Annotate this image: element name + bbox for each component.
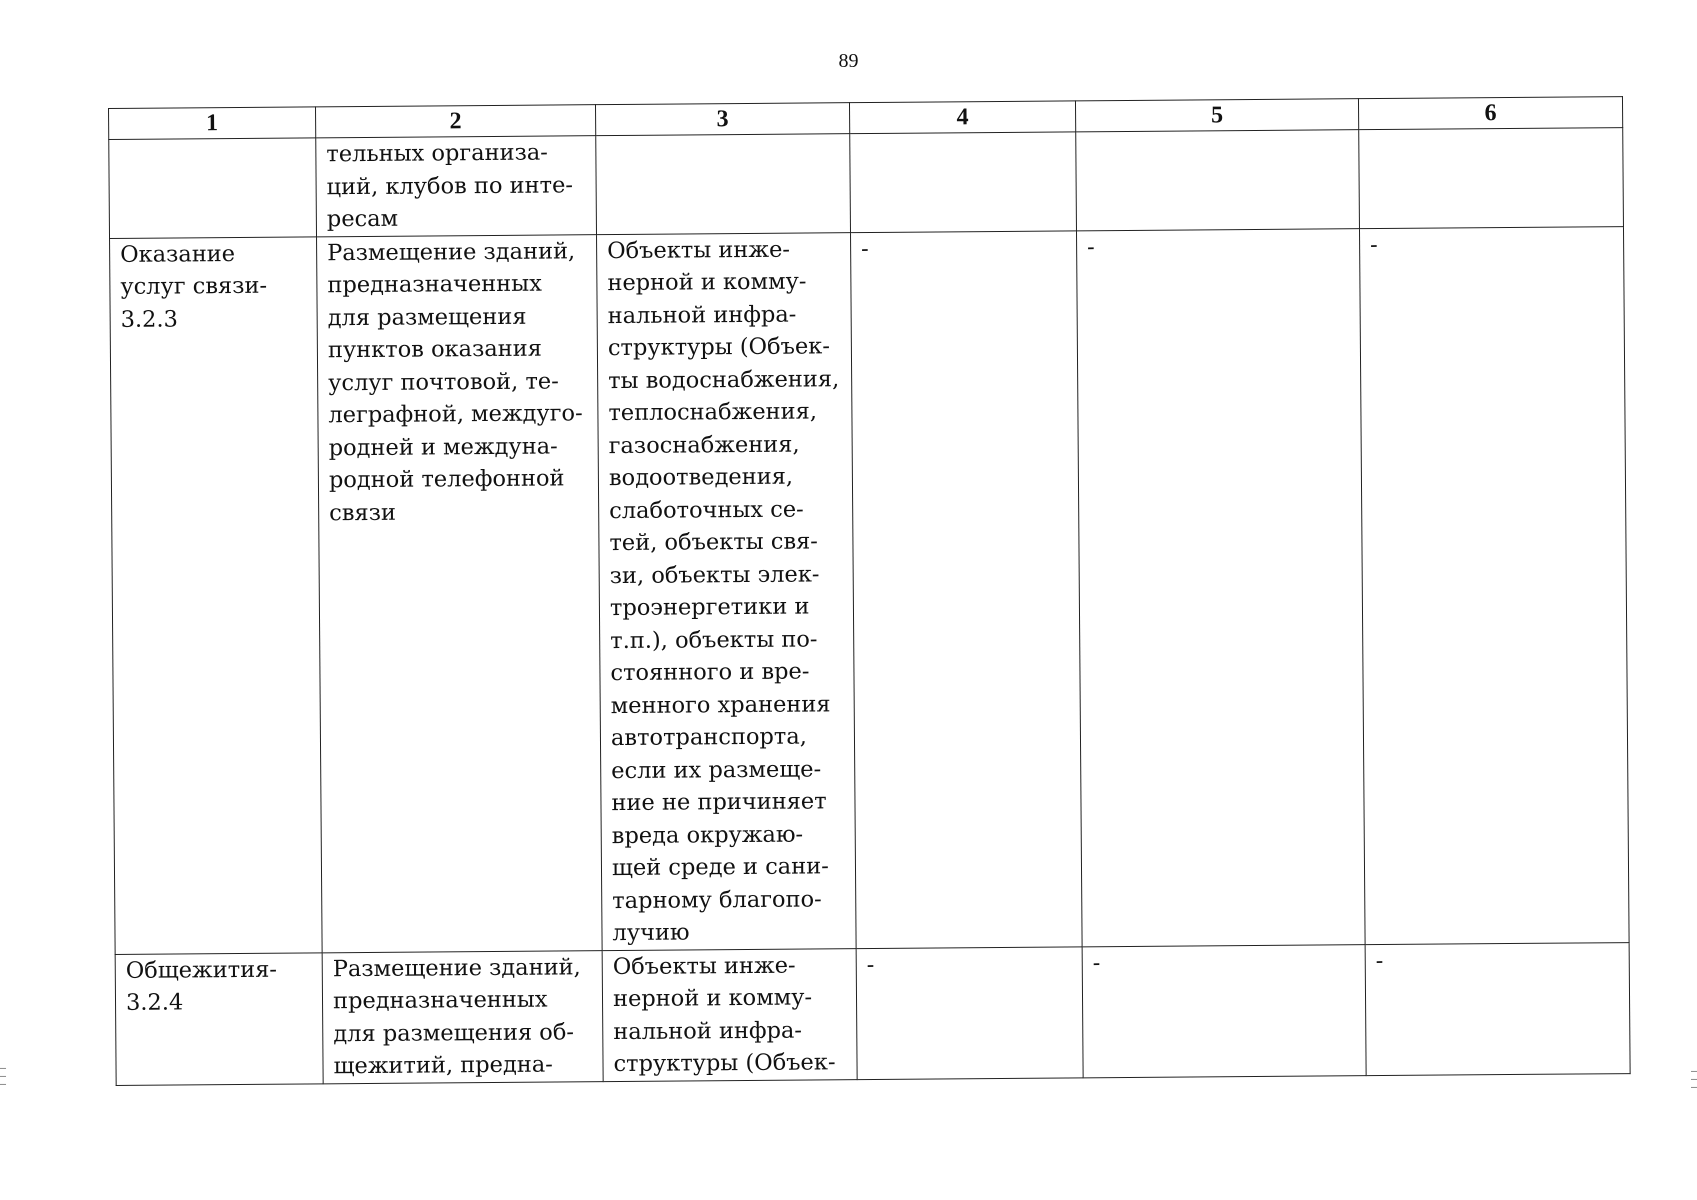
- cell-col5-communication: -: [1076, 228, 1365, 946]
- header-col-3: 3: [595, 103, 849, 136]
- header-col-4: 4: [849, 101, 1075, 134]
- cell-col5-dormitory: -: [1082, 944, 1366, 1077]
- cell-empty: [1076, 130, 1360, 231]
- cell-auxiliary-uses-communication: Объекты инже- нерной и комму- нальной инфра- структуры (Объек- ты водоснабжения, теплоснабжения, газоснабжения, водоотведения, слаботочных се- тей, объекты свя- зи, объекты элек- троэнергетики и т.п.), объекты по- стоянного и вре- менного хранения автотранспорта, если их размеще- ние не причиняет вреда окружаю- щей среде и сани- тарному благопо- лучию: [597, 232, 857, 950]
- document-sheet: [108, 96, 1630, 1085]
- page-number: 89: [838, 50, 859, 72]
- cell-empty: [596, 134, 851, 234]
- header-col-5: 5: [1075, 99, 1358, 132]
- cell-continuation-description: тельных организа- ций, клубов по инте- ресам: [316, 136, 597, 237]
- header-col-1: 1: [109, 107, 316, 140]
- cell-empty: [1359, 128, 1624, 229]
- header-col-6: 6: [1358, 97, 1622, 130]
- land-use-table: [108, 96, 1631, 1085]
- scan-edge-mark-left: – – –: [0, 1063, 7, 1090]
- table-row-continuation: [109, 128, 1624, 238]
- cell-use-type-dormitory: Общежития- 3.2.4: [115, 952, 323, 1085]
- cell-auxiliary-uses-dormitory: Объекты инже- нерной и комму- нальной инфра- структуры (Объек-: [602, 948, 857, 1081]
- header-col-2: 2: [315, 105, 595, 138]
- cell-col4-dormitory: -: [856, 946, 1083, 1079]
- scan-edge-mark-right: – – –: [1690, 1066, 1697, 1093]
- cell-description-dormitory: Размещение зданий, предназначенных для размещения об- щежитий, предна-: [322, 950, 603, 1083]
- cell-description-communication: Размещение зданий, предназначенных для размещения пунктов оказания услуг почтовой, те- леграфной, междуго- родней и междуна- родной телефонной связи: [317, 234, 603, 952]
- cell-empty: [850, 132, 1077, 232]
- table-row-dormitory: [115, 942, 1630, 1085]
- cell-col6-dormitory: -: [1365, 942, 1630, 1075]
- cell-empty: [109, 138, 317, 238]
- cell-col4-communication: -: [850, 230, 1082, 948]
- cell-col6-communication: -: [1359, 226, 1629, 944]
- cell-use-type-communication: Оказание услуг связи- 3.2.3: [110, 236, 323, 954]
- table-row-communication: [110, 226, 1630, 954]
